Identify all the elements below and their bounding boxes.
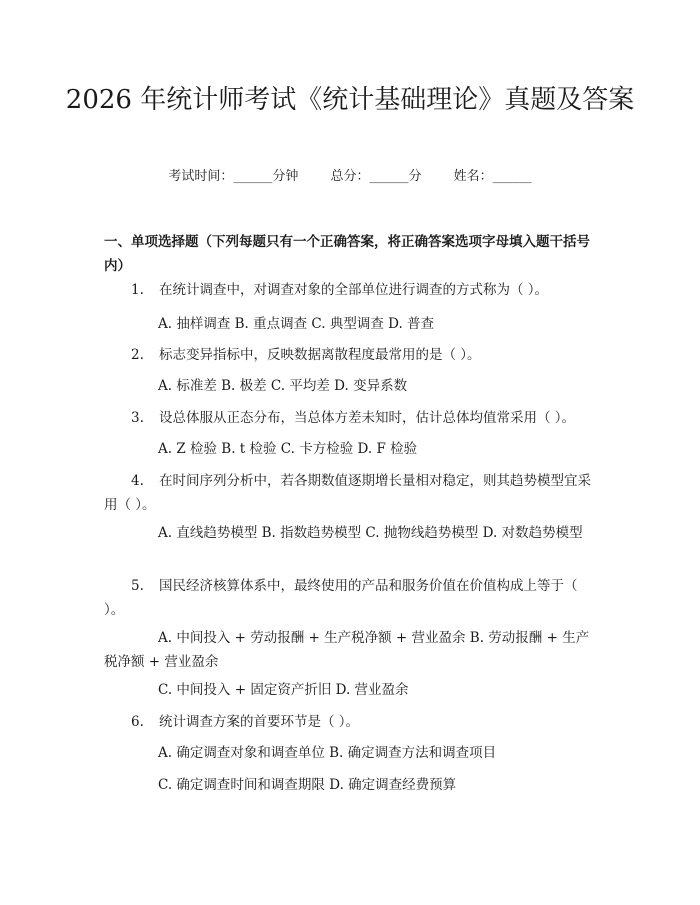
question-stem: 设总体服从正态分布，当总体方差未知时，估计总体均值常采用（ ）。 (159, 410, 576, 426)
question-2 (104, 343, 600, 367)
question-6 (104, 710, 600, 734)
question-5-options-cd: C. 中间投入 + 固定资产折旧 D. 营业盈余 (158, 682, 409, 698)
document-title: 2026 年统计师考试《统计基础理论》真题及答案 (65, 85, 635, 115)
question-number: 4. (131, 473, 144, 489)
question-1-options: A. 抽样调查 B. 重点调查 C. 典型调查 D. 普查 (158, 316, 435, 332)
question-stem: 在时间序列分析中，若各期数值逐期增长量相对稳定，则其趋势模型宜采用（ ）。 (104, 473, 591, 513)
question-4 (104, 469, 600, 517)
question-2-options: A. 标准差 B. 极差 C. 平均差 D. 变异系数 (158, 378, 408, 394)
question-stem: 标志变异指标中，反映数据离散程度最常用的是（ ）。 (159, 347, 481, 363)
question-3 (104, 406, 600, 430)
question-stem: 统计调查方案的首要环节是（ ）。 (159, 714, 360, 730)
question-number: 6. (131, 714, 144, 730)
question-6-options-ab: A. 确定调查对象和调查单位 B. 确定调查方法和调查项目 (158, 745, 497, 761)
question-stem: 国民经济核算体系中，最终使用的产品和服务价值在价值构成上等于（ ）。 (104, 578, 578, 618)
question-number: 3. (131, 410, 144, 426)
question-6-options-cd: C. 确定调查时间和调查期限 D. 确定调查经费预算 (158, 777, 457, 793)
question-4-options: A. 直线趋势模型 B. 指数趋势模型 C. 抛物线趋势模型 D. 对数趋势模型 (158, 525, 583, 541)
question-stem: 在统计调查中，对调查对象的全部单位进行调查的方式称为（ ）。 (159, 282, 549, 298)
question-1 (104, 278, 600, 302)
question-number: 5. (131, 578, 144, 594)
exam-time-field: 考试时间：______分钟 (168, 169, 299, 184)
question-5-options-ab: A. 中间投入 + 劳动报酬 + 生产税净额 + 营业盈余 B. 劳动报酬 + 生产税净额 + 营业盈余 (104, 630, 590, 670)
name-field: 姓名：______ (453, 169, 532, 184)
exam-info-line (0, 168, 700, 186)
section-heading-single-choice: 一、单项选择题（下列每题只有一个正确答案，将正确答案选项字母填入题干括号内） (104, 234, 590, 274)
question-number: 2. (131, 347, 144, 363)
question-5 (104, 574, 600, 622)
total-score-field: 总分：______分 (330, 169, 422, 184)
question-3-options: A. Z 检验 B. t 检验 C. 卡方检验 D. F 检验 (158, 441, 418, 457)
question-number: 1. (131, 282, 144, 298)
